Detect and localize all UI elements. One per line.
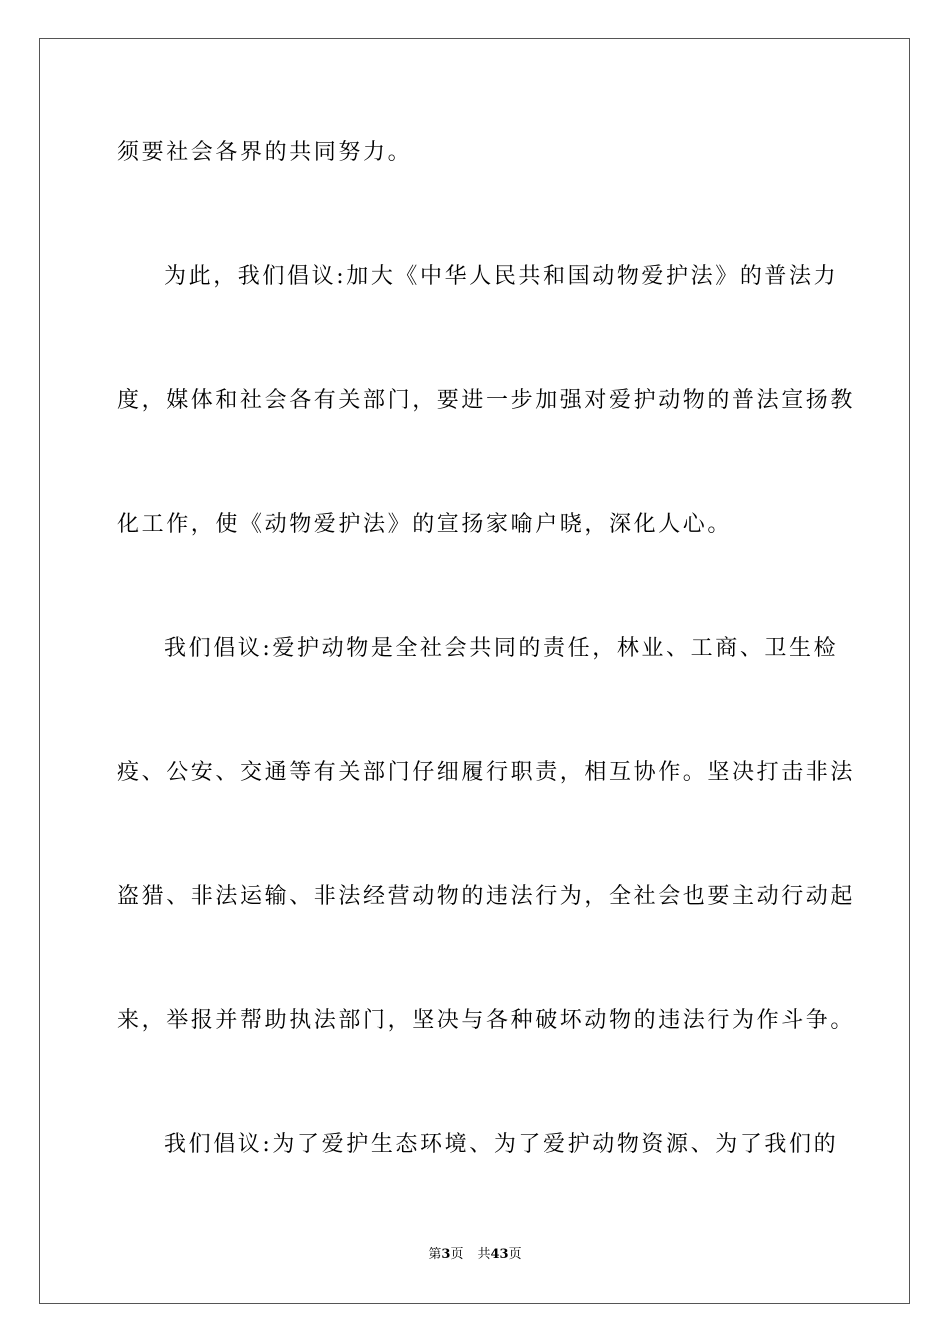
page-footer [0,1246,950,1264]
page-suffix: 页 [450,1247,464,1262]
text-line: 为此，我们倡议:加大《中华人民共和国动物爱护法》的普法力 [164,264,839,289]
text-line: 化工作，使《动物爱护法》的宣扬家喻户晓，深化人心。 [117,512,733,537]
text-line: 来，举报并帮助执法部门，坚决与各种破坏动物的违法行为作斗争。 [117,1008,856,1033]
text-line: 度，媒体和社会各有关部门，要进一步加强对爱护动物的普法宣扬教 [117,388,856,413]
text-line: 我们倡议:为了爱护生态环境、为了爱护动物资源、为了我们的 [164,1132,839,1157]
text-line: 我们倡议:爱护动物是全社会共同的责任，林业、工商、卫生检 [164,636,839,661]
page-prefix: 第 [428,1247,442,1262]
text-line: 须要社会各界的共同努力。 [117,140,413,165]
total-prefix: 共 [477,1247,491,1262]
text-line: 盗猎、非法运输、非法经营动物的违法行为，全社会也要主动行动起 [117,884,856,909]
page-frame [39,38,910,1304]
total-suffix: 页 [508,1247,522,1262]
text-line: 疫、公安、交通等有关部门仔细履行职责，相互协作。坚决打击非法 [117,760,856,785]
page-number: 3 [441,1247,451,1262]
total-pages: 43 [490,1247,509,1262]
